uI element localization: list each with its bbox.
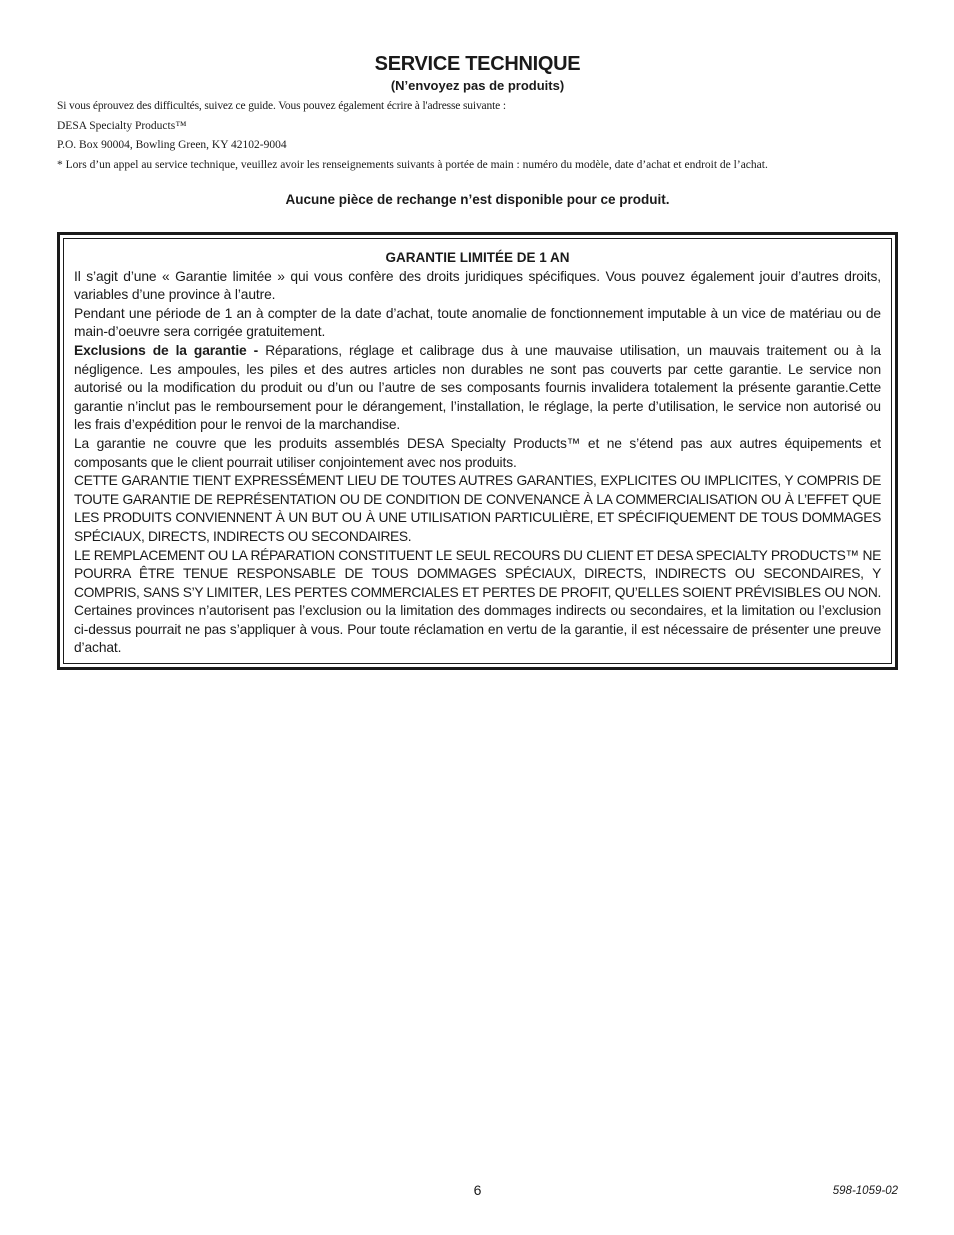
warranty-paragraph-exclusions xyxy=(74,342,881,435)
warranty-paragraph-disclaimer: CETTE GARANTIE TIENT EXPRESSÉMENT LIEU DE TOUTES AUTRES GARANTIES, EXPLICITES OU IMPLICITES, Y COMPRIS DE TOUTE GARANTIE DE REPRÉSENTATION OU DE CONDITION DE CONVENANCE À LA COMMERCIALISATION OU À L’EFFET QUE LES PRODUITS CONVIENNENT À UN BUT OU À UNE UTILISATION PARTICULIÈRE, ET SPÉCIFIQUEMENT DE TOUS DOMMAGES SPÉCIAUX, DIRECTS, INDIRECTS OU SECONDAIRES. xyxy=(74,473,881,544)
contact-intro: Si vous éprouvez des difficultés, suivez ce guide. Vous pouvez également écrire à l'adresse suivante : xyxy=(57,100,506,112)
page-title: SERVICE TECHNIQUE xyxy=(374,53,581,75)
remedy-text: Certaines provinces n’autorisent pas l’exclusion ou la limitation des dommages indirects ou secondaires, et la limitation ou l’exclusion ci-dessus pourrait ne pas s’appliquer à vous. Pour toute réclamation en vertu de la garantie, il est nécessaire de présenter une preuve d’achat. xyxy=(74,603,881,656)
company-name: DESA Specialty Products™ xyxy=(57,120,187,132)
company-address: P.O. Box 90004, Bowling Green, KY 42102-9004 xyxy=(57,139,287,151)
exclusions-label: Exclusions de la garantie - xyxy=(74,342,266,358)
page-subtitle: (N’envoyez pas de produits) xyxy=(390,78,565,93)
warranty-box xyxy=(57,232,898,670)
exclusions-text: Réparations, réglage et calibrage dus à une mauvaise utilisation, un mauvais traitement ou à la négligence. Les ampoules, les piles et des autres articles non durables ne sont pas couverts par cette garantie. Le service non autorisé ou la modification du produit ou d’un ou l’autre de ses composants fournis invalidera totalement la présente garantie.Cette garantie n’inclut pas le remboursement pour le dérangement, l’installation, le réglage, la perte d’utilisation, le service non autorisé ou les frais d’expédition pour le renvoi de la marchandise. xyxy=(74,342,881,433)
warranty-paragraph-rights: Il s’agit d’une « Garantie limitée » qui vous confère des droits juridiques spécifiques. Vous pouvez également jouir d’autres droits, variables d’une province à l’autre. xyxy=(74,268,881,303)
warranty-title: GARANTIE LIMITÉE DE 1 AN xyxy=(385,250,570,265)
service-call-note: * Lors d’un appel au service technique, veuillez avoir les renseignements suivants à portée de main : numéro du modèle, date d’achat et endroit de l’achat. xyxy=(57,159,768,171)
warranty-paragraph-period: Pendant une période de 1 an à compter de la date d’achat, toute anomalie de fonctionnement imputable à un vice de matériau ou de main-d’oeuvre sera corrigée gratuitement. xyxy=(74,305,881,340)
remedy-caps-text: LE REMPLACEMENT OU LA RÉPARATION CONSTITUENT LE SEUL RECOURS DU CLIENT ET DESA SPECIALTY PRODUCTS™ NE POURRA ÊTRE TENUE RESPONSABLE DE TOUS DOMMAGES SPÉCIAUX, DIRECTS, INDIRECTS OU SECONDAIRES, Y COMPRIS, SANS S’Y LIMITER, LES PERTES COMMERCIALES ET PERTES DE PROFIT, QU’ELLES SOIENT PRÉVISIBLES OU NON. xyxy=(74,547,881,600)
page-number: 6 xyxy=(473,1182,482,1198)
parts-notice: Aucune pièce de rechange n’est disponible pour ce produit. xyxy=(285,192,670,207)
warranty-paragraph-coverage: La garantie ne couvre que les produits assemblés DESA Specialty Products™ et ne s’étend pas aux autres équipements et composants que le client pourrait utiliser conjointement avec nos produits. xyxy=(74,435,881,470)
document-code: 598-1059-02 xyxy=(832,1185,898,1197)
warranty-paragraph-remedy xyxy=(74,547,881,659)
warranty-box-inner xyxy=(63,238,892,664)
